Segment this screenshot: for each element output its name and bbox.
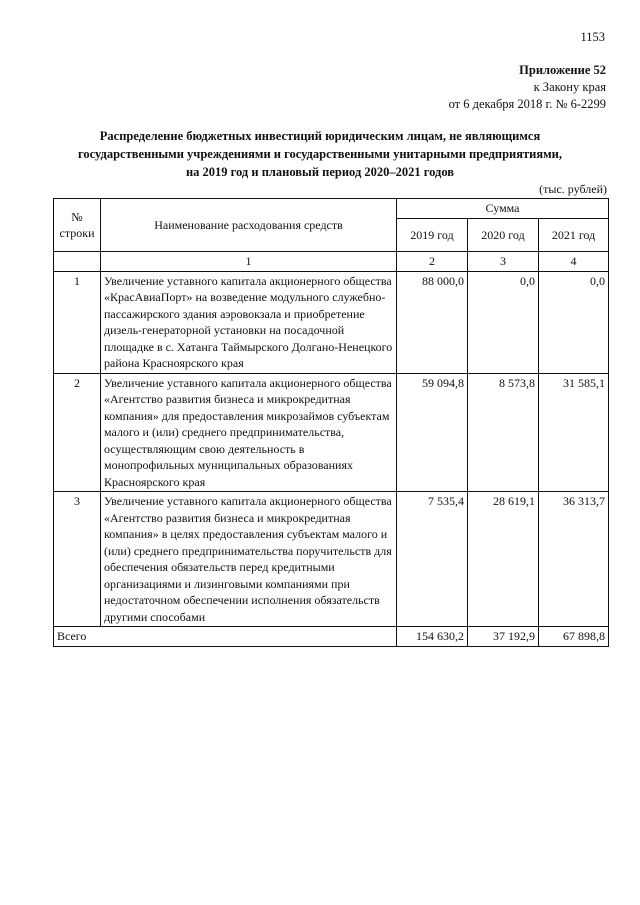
header-row-number: № строки bbox=[54, 199, 101, 252]
total-value-2021: 67 898,8 bbox=[539, 627, 609, 647]
column-number bbox=[54, 252, 101, 272]
table-row bbox=[54, 271, 609, 373]
column-number: 4 bbox=[539, 252, 609, 272]
column-number: 3 bbox=[468, 252, 539, 272]
title-line: на 2019 год и плановый период 2020–2021 годов bbox=[185, 165, 455, 179]
row-number: 2 bbox=[54, 373, 101, 492]
header-year-2020: 2020 год bbox=[468, 219, 539, 252]
row-value-2019: 88 000,0 bbox=[397, 271, 468, 373]
appendix-date: от 6 декабря 2018 г. № 6-2299 bbox=[448, 97, 606, 111]
page-number: 1153 bbox=[580, 30, 605, 44]
total-value-2019: 154 630,2 bbox=[397, 627, 468, 647]
row-description: Увеличение уставного капитала акционерного общества «КрасАвиаПорт» на возведение модульного служебно-пассажирского здания аэровокзала и приобретение дизель-генераторной установки на посадочной площадке в с. Хатанга Таймырского Долгано-Ненецкого района Красноярского края bbox=[101, 271, 397, 373]
row-value-2019: 59 094,8 bbox=[397, 373, 468, 492]
row-value-2021: 0,0 bbox=[539, 271, 609, 373]
title-line: государственными учреждениями и государственными унитарными предприятиями, bbox=[78, 147, 562, 161]
title-line: Распределение бюджетных инвестиций юридическим лицам, не являющимся bbox=[99, 129, 541, 143]
row-value-2020: 8 573,8 bbox=[468, 373, 539, 492]
table-row bbox=[54, 373, 609, 492]
table-row bbox=[54, 492, 609, 627]
total-label: Всего bbox=[54, 627, 397, 647]
row-value-2021: 36 313,7 bbox=[539, 492, 609, 627]
header-year-2021: 2021 год bbox=[539, 219, 609, 252]
row-value-2019: 7 535,4 bbox=[397, 492, 468, 627]
row-value-2020: 28 619,1 bbox=[468, 492, 539, 627]
row-value-2020: 0,0 bbox=[468, 271, 539, 373]
column-number: 2 bbox=[397, 252, 468, 272]
header-name: Наименование расходования средств bbox=[101, 199, 397, 252]
appendix-label: Приложение 52 bbox=[519, 63, 606, 77]
row-value-2021: 31 585,1 bbox=[539, 373, 609, 492]
row-number: 3 bbox=[54, 492, 101, 627]
header-row bbox=[54, 199, 609, 219]
header-sum: Сумма bbox=[397, 199, 609, 219]
total-value-2020: 37 192,9 bbox=[468, 627, 539, 647]
row-description: Увеличение уставного капитала акционерного общества «Агентство развития бизнеса и микрокредитная компания» для предоставления микрозаймов субъектам малого и (или) среднего предпринимательства, осуществляющим свою деятельность в монопрофильных муниципальных образованиях Красноярского края bbox=[101, 373, 397, 492]
column-number-row bbox=[54, 252, 609, 272]
appendix-law: к Закону края bbox=[533, 80, 606, 94]
total-row bbox=[54, 627, 609, 647]
appendix-header bbox=[449, 62, 606, 113]
column-number: 1 bbox=[101, 252, 397, 272]
row-description: Увеличение уставного капитала акционерного общества «Агентство развития бизнеса и микрокредитная компания» в целях предоставления субъектам малого и (или) среднего предпринимательства поручительств для обеспечения обязательств перед кредитными организациями и лизинговыми компаниями при недостаточном обеспечении исполнения обязательств другими способами bbox=[101, 492, 397, 627]
row-number: 1 bbox=[54, 271, 101, 373]
header-year-2019: 2019 год bbox=[397, 219, 468, 252]
budget-table bbox=[53, 198, 609, 647]
units-label: (тыс. рублей) bbox=[539, 182, 607, 196]
document-title bbox=[30, 127, 610, 181]
